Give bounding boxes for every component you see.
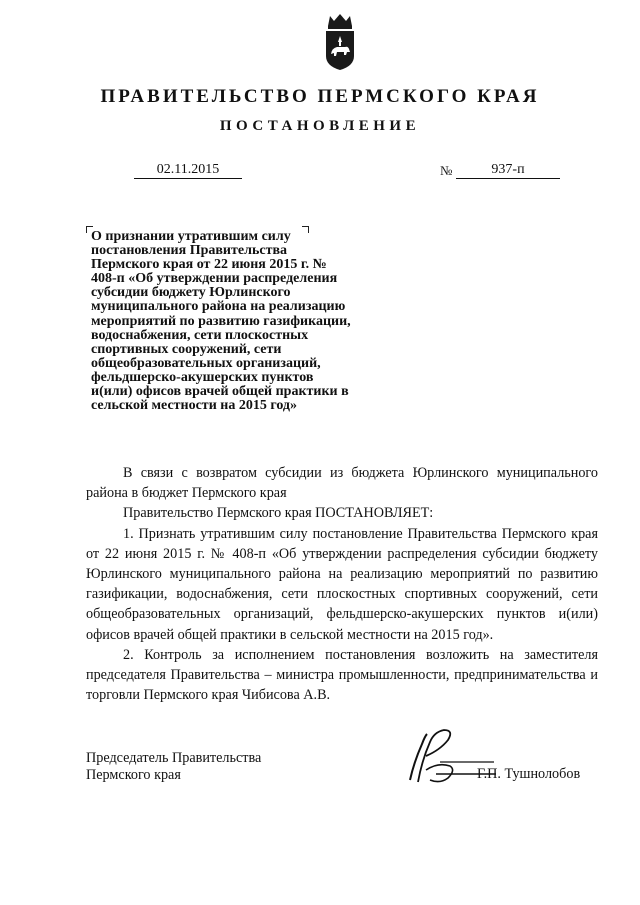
signatory-position-line: Пермского края <box>86 766 181 783</box>
body-paragraph: Правительство Пермского края ПОСТАНОВЛЯЕТ: <box>123 505 434 522</box>
coat-of-arms-icon <box>320 12 360 72</box>
document-date: 02.11.2015 <box>134 162 242 179</box>
body-paragraph: В связи с возвратом субсидии из бюджета Юрлинского муниципального района в бюджет Пермского края <box>86 465 598 502</box>
signatory-position <box>86 750 261 783</box>
signatory-name: Г.П. Тушнолобов <box>477 766 581 782</box>
body-paragraph: 2. Контроль за исполнением постановления возложить на заместителя председателя Правительства – министра промышленности, предпринимательства и торговли Пермского края Чибисова А.В. <box>86 646 598 704</box>
body-paragraph: 1. Признать утратившим силу постановление Правительства Пермского края от 22 июня 2015 г. № 408-п «Об утверждении распределения субсидии бюджету Юрлинского муниципального района на реализацию мероприятий по развитию газификации, водоснабжения, сети плоскостных спортивных сооружений, сети общеобразовательных организаций, фельдшерско-акушерских пунктов и(или) офисов врачей общей практики в сельской местности на 2015 год». <box>86 525 598 643</box>
document-number: 937-п <box>456 162 560 179</box>
document-body <box>86 463 598 705</box>
number-label: № <box>440 163 453 178</box>
document-title: О признании утратившим силу постановления Правительства Пермского края от 22 июня 2015 г. № 408-п «Об утверждении распределения субсидии бюджету Юрлинского муниципального района на реализацию мероприятий по развитию газификации, водоснабжения, сети плоскостных спортивных сооружений, сети общеобразовательных организаций, фельдшерско-акушерских пунктов и(или) офисов врачей общей практики в сельской местности на 2015 год» <box>91 229 351 414</box>
document-type: ПОСТАНОВЛЕНИЕ <box>219 118 421 134</box>
organization-title: ПРАВИТЕЛЬСТВО ПЕРМСКОГО КРАЯ <box>100 86 540 107</box>
signatory-position-line: Председатель Правительства <box>86 750 262 766</box>
